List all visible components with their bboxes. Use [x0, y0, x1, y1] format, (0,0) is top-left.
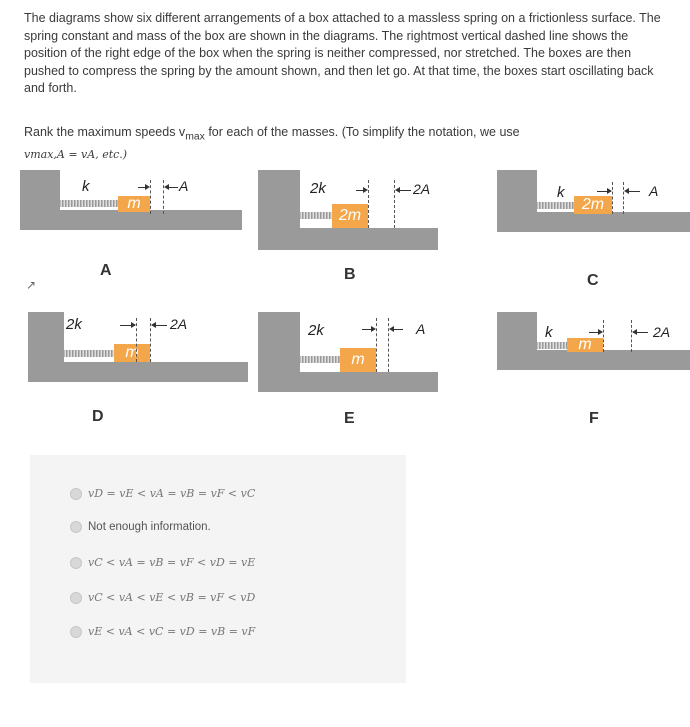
floor	[497, 212, 690, 232]
amplitude-label: A	[416, 321, 426, 337]
radio-button[interactable]	[70, 626, 82, 638]
diagram-letter: C	[587, 272, 599, 289]
radio-button[interactable]	[70, 592, 82, 604]
release-line	[603, 320, 604, 352]
radio-button[interactable]	[70, 488, 82, 500]
diagram-c	[497, 170, 690, 290]
diagram-letter: F	[589, 410, 599, 427]
release-line	[612, 182, 613, 214]
diagram-a	[20, 170, 240, 290]
floor	[497, 350, 690, 370]
spring	[537, 342, 567, 349]
spring	[60, 200, 118, 207]
diagram-letter: B	[344, 266, 356, 283]
spring-constant-label: k	[82, 178, 90, 195]
diagram-letter: E	[344, 410, 355, 427]
answer-option[interactable]: vC < vA = vB = vF < vD = vE	[70, 556, 255, 569]
amplitude-arrow-left	[166, 187, 178, 188]
answer-choices	[30, 455, 406, 683]
spring-constant-label: 2k	[66, 316, 82, 333]
amplitude-label: A	[649, 183, 659, 199]
box: m	[114, 344, 150, 362]
answer-option[interactable]: vD = vE < vA = vB = vF < vC	[70, 487, 255, 500]
answer-option[interactable]: vE < vA < vC = vD = vB = vF	[70, 625, 255, 638]
box: m	[567, 338, 603, 352]
diagram-f	[497, 312, 690, 432]
diagram-letter: D	[92, 408, 104, 425]
spring	[300, 356, 340, 363]
spring	[64, 350, 114, 357]
release-line	[376, 318, 377, 372]
amplitude-arrow-right	[597, 191, 610, 192]
amplitude-arrow-left	[153, 325, 167, 326]
release-line	[150, 180, 151, 214]
question-text: The diagrams show six different arrangements of a box attached to a massless spring on a frictionless surface. The spring constant and mass of the box are shown in the diagrams. The rightmost vertical dashed line shows the position of the right edge of the box when the spring is neither compressed, nor stretched. The boxes are then pushed to compress the spring by the amount shown, and then let go. At that time, the boxes start oscillating back and forth.	[24, 11, 661, 95]
equilibrium-line	[623, 182, 624, 214]
diagram-letter: A	[100, 262, 112, 279]
amplitude-label: 2A	[170, 316, 188, 332]
amplitude-arrow-right	[356, 190, 366, 191]
amplitude-arrow-right	[589, 332, 601, 333]
floor	[20, 210, 242, 230]
amplitude-label: 2A	[413, 181, 431, 197]
amplitude-arrow-left	[634, 332, 648, 333]
floor	[258, 372, 438, 392]
diagram-d	[28, 312, 248, 432]
box: 2m	[574, 196, 612, 214]
spring-constant-label: k	[545, 324, 553, 341]
spring	[300, 212, 332, 219]
spring-constant-label: 2k	[310, 180, 326, 197]
amplitude-arrow-left	[397, 190, 411, 191]
amplitude-arrow-right	[120, 325, 134, 326]
answer-option[interactable]: vC < vA < vE < vB = vF < vD	[70, 591, 255, 604]
cursor-icon: ↗	[26, 278, 37, 292]
diagram-b	[258, 170, 438, 290]
notation-text: vmax,A = vA, etc.)	[24, 147, 128, 161]
box: m	[340, 348, 376, 372]
amplitude-arrow-right	[362, 329, 374, 330]
box: m	[118, 196, 150, 212]
equilibrium-line	[631, 320, 632, 352]
radio-button[interactable]	[70, 557, 82, 569]
release-line	[368, 180, 369, 228]
diagram-e	[258, 312, 438, 432]
amplitude-arrow-left	[391, 329, 403, 330]
spring-constant-label: k	[557, 184, 565, 201]
release-line	[136, 318, 137, 362]
amplitude-arrow-left	[626, 191, 640, 192]
ranking-prompt: Rank the maximum speeds $v_{max}$ for each of the masses. (To simplify the notation, we use vmax,A = vA, etc.)	[24, 125, 520, 161]
box: 2m	[332, 204, 368, 228]
floor	[28, 362, 248, 382]
spring	[537, 202, 574, 209]
floor	[258, 228, 438, 250]
answer-option[interactable]: Not enough information.	[70, 521, 211, 533]
amplitude-arrow-right	[138, 187, 148, 188]
radio-button[interactable]	[70, 521, 82, 533]
amplitude-label: A	[179, 178, 189, 194]
amplitude-label: 2A	[653, 324, 671, 340]
spring-constant-label: 2k	[308, 322, 324, 339]
